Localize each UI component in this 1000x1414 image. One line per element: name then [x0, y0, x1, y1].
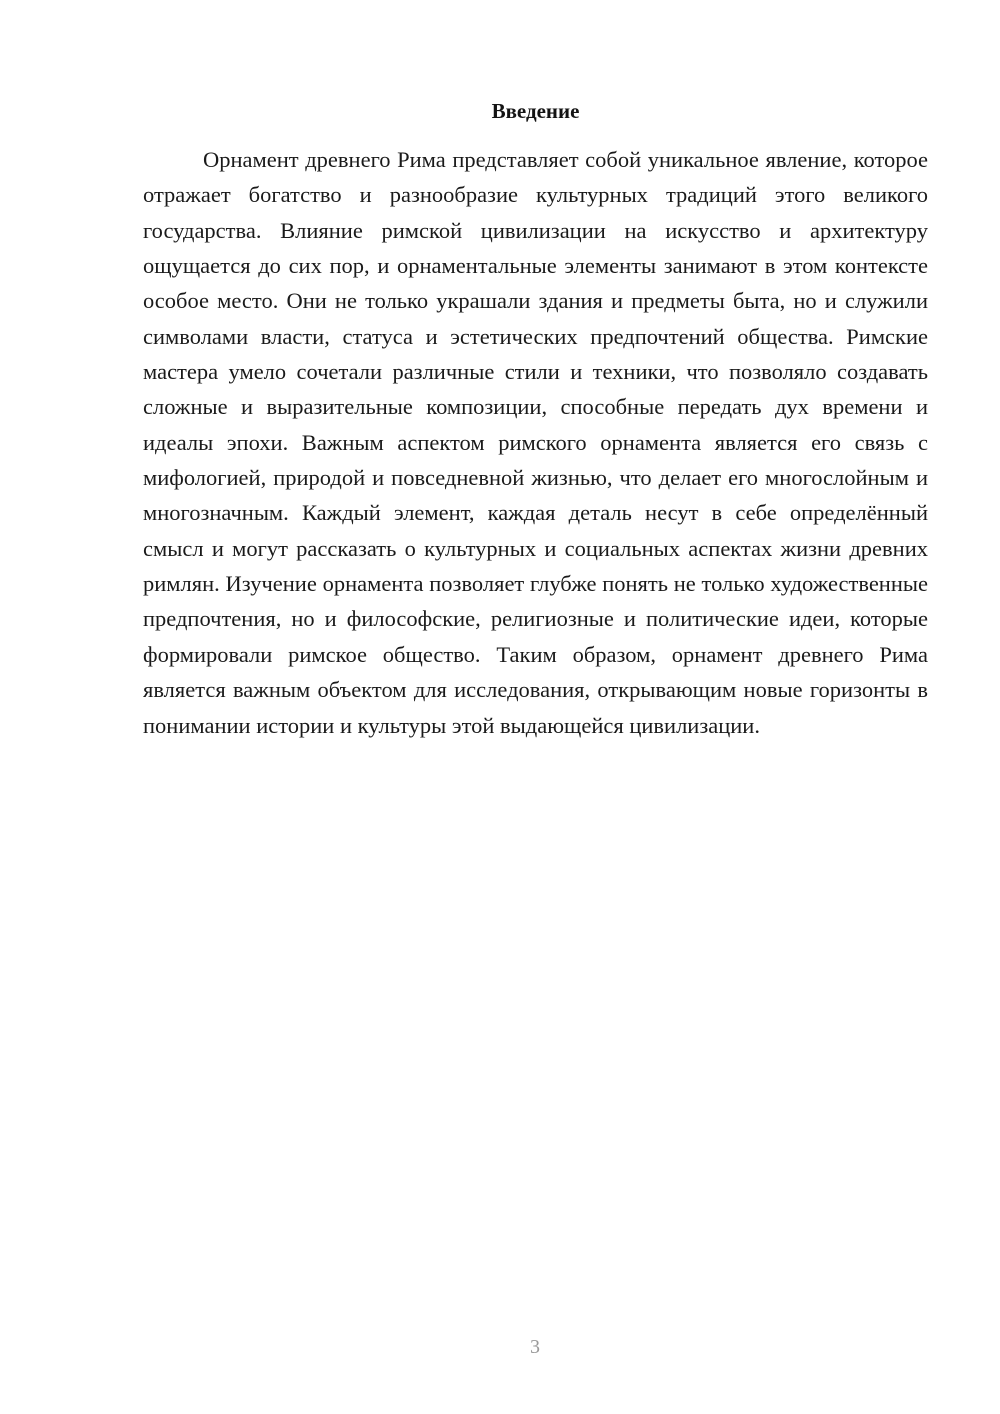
page-number: 3	[530, 1336, 540, 1358]
section-heading: Введение	[491, 99, 580, 123]
body-paragraph: Орнамент древнего Рима представляет собой уникальное явление, которое отражает богатство и разнообразие культурных традиций этого великого государства. Влияние римской цивилизации на искусство и архитектуру ощущается до сих пор, и орнаментальные элементы занимают в этом контексте особое место. Они не только украшали здания и предметы быта, но и служили символами власти, статуса и эстетических предпочтений общества. Римские мастера умело сочетали различные стили и техники, что позволяло создавать сложные и выразительные композиции, способные передать дух времени и идеалы эпохи. Важным аспектом римского орнамента является его связь с мифологией, природой и повседневной жизнью, что делает его многослойным и многозначным. Каждый элемент, каждая деталь несут в себе определённый смысл и могут рассказать о культурных и социальных аспектах жизни древних римлян. Изучение орнамента позволяет глубже понять не только художественные предпочтения, но и философские, религиозные и политические идеи, которые формировали римское общество. Таким образом, орнамент древнего Рима является важным объектом для исследования, открывающим новые горизонты в понимании истории и культуры этой выдающейся цивилизации.	[143, 147, 928, 738]
